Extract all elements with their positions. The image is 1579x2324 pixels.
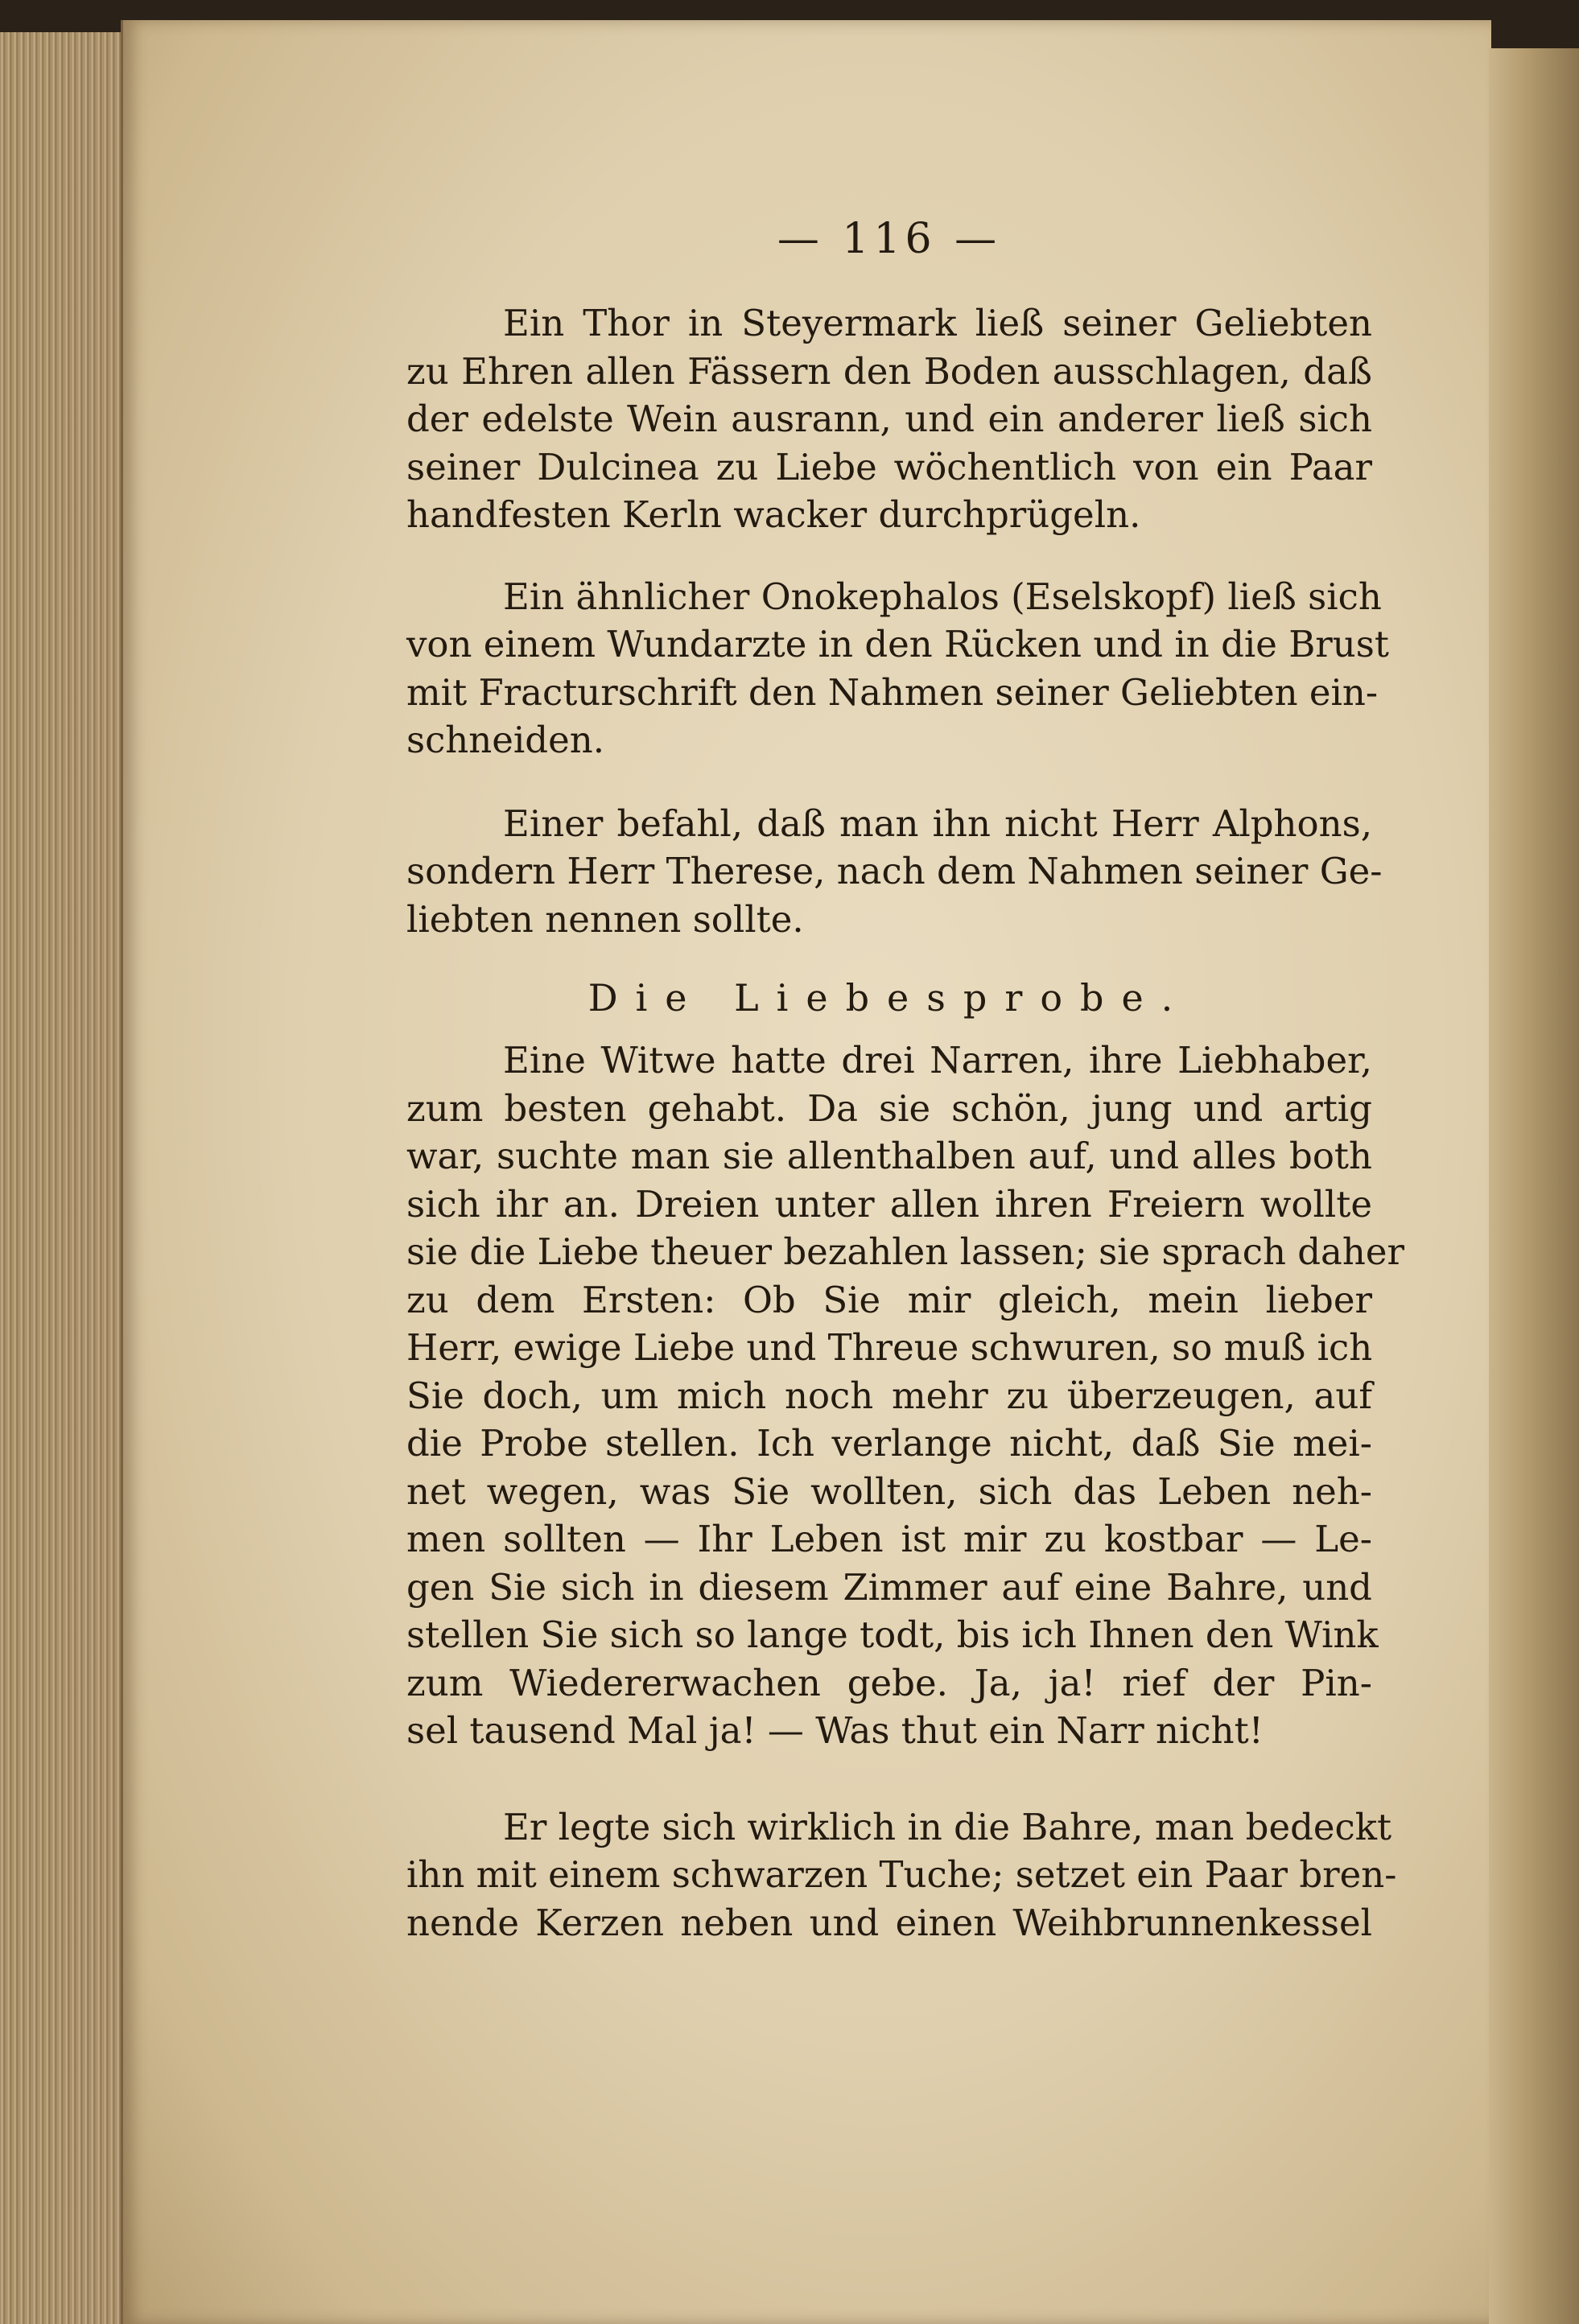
text-line: zum Wiedererwachen gebe. Ja, ja! rief der Pin-	[406, 1661, 1372, 1704]
paragraph-5	[406, 1803, 1397, 1947]
text-line: Eine Witwe hatte drei Narren, ihre Liebhaber,	[503, 1039, 1372, 1082]
text-line: zum besten gehabt. Da sie schön, jung und artig	[406, 1086, 1372, 1130]
paragraph-3	[406, 800, 1383, 944]
text-line: sie die Liebe theuer bezahlen lassen; sie sprach daher	[406, 1230, 1404, 1273]
paragraph-2	[406, 573, 1389, 764]
text-line: men sollten — Ihr Leben ist mir zu kostbar — Le-	[406, 1518, 1372, 1560]
text-line: stellen Sie sich so lange todt, bis ich Ihnen den Wink	[406, 1613, 1379, 1656]
text-line: net wegen, was Sie wollten, sich das Leben neh-	[406, 1469, 1372, 1513]
text-line: seiner Dulcinea zu Liebe wöchentlich von ein Paar	[406, 445, 1372, 488]
text-line: Einer befahl, daß man ihn nicht Herr Alphons,	[503, 801, 1372, 845]
text-line: war, suchte man sie allenthalben auf, und alles both	[406, 1135, 1372, 1177]
text-line: sich ihr an. Dreien unter allen ihren Freiern wollte	[406, 1182, 1372, 1226]
text-line: handfesten Kerln wacker durchprügeln.	[406, 493, 1141, 536]
text-line: zu dem Ersten: Ob Sie mir gleich, mein lieber	[406, 1278, 1372, 1321]
page-gutter-edge	[1489, 48, 1579, 2324]
text-line: Ein Thor in Steyermark ließ seiner Geliebten	[503, 302, 1372, 344]
text-line: sel tausend Mal ja! — Was thut ein Narr nicht!	[406, 1709, 1264, 1752]
text-line: die Probe stellen. Ich verlange nicht, daß Sie mei-	[406, 1422, 1372, 1465]
paragraph-1	[406, 299, 1372, 539]
text-line: der edelste Wein ausrann, und ein anderer ließ sich	[406, 398, 1372, 440]
text-line: sondern Herr Therese, nach dem Nahmen seiner Ge-	[406, 850, 1383, 892]
text-line: zu Ehren allen Fässern den Boden ausschlagen, daß	[406, 349, 1372, 393]
text-line: Er legte sich wirklich in die Bahre, man bedeckt	[503, 1805, 1392, 1848]
paragraph-4	[406, 1036, 1404, 1755]
text-line: von einem Wundarzte in den Rücken und in die Brust	[406, 623, 1389, 665]
section-heading: Die Liebesprobe.	[587, 976, 1191, 1020]
page-number: — 116 —	[777, 215, 1002, 263]
page-text	[406, 211, 1404, 1947]
text-line: ihn mit einem schwarzen Tuche; setzet ein Paar bren-	[406, 1853, 1397, 1896]
text-line: gen Sie sich in diesem Zimmer auf eine Bahre, und	[406, 1565, 1372, 1609]
text-line: schneiden.	[406, 719, 605, 761]
text-line: nende Kerzen neben und einen Weihbrunnenkessel	[406, 1901, 1372, 1944]
text-line: mit Fracturschrift den Nahmen seiner Geliebten ein-	[406, 670, 1379, 714]
text-line: Ein ähnlicher Onokephalos (Eselskopf) ließ sich	[503, 575, 1382, 618]
text-line: Sie doch, um mich noch mehr zu überzeugen, auf	[406, 1374, 1372, 1417]
text-line: liebten nennen sollte.	[406, 897, 804, 941]
text-line: Herr, ewige Liebe und Threue schwuren, so muß ich	[406, 1326, 1373, 1369]
